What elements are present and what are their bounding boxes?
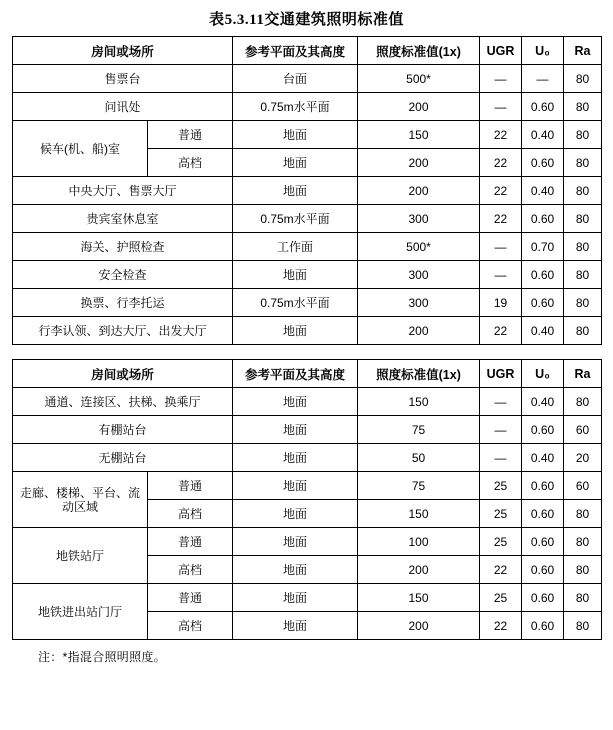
table-row (13, 388, 602, 416)
column-header-ugr: UGR (480, 360, 522, 388)
table-separator (12, 345, 601, 359)
column-header-ugr: UGR (480, 37, 522, 65)
table-row (13, 121, 602, 149)
cell-plane: 地面 (233, 177, 358, 205)
cell-lux: 200 (358, 556, 480, 584)
cell-ra: 80 (564, 233, 602, 261)
cell-ra: 80 (564, 500, 602, 528)
cell-lux: 500* (358, 65, 480, 93)
cell-room: 换票、行李托运 (13, 289, 233, 317)
cell-ugr: — (480, 416, 522, 444)
cell-lux: 150 (358, 584, 480, 612)
cell-ugr: — (480, 233, 522, 261)
cell-ra: 60 (564, 416, 602, 444)
cell-u0: 0.40 (522, 444, 564, 472)
cell-plane: 地面 (233, 149, 358, 177)
cell-lux: 100 (358, 528, 480, 556)
cell-ra: 80 (564, 93, 602, 121)
cell-u0: 0.60 (522, 93, 564, 121)
cell-u0: 0.60 (522, 205, 564, 233)
cell-plane: 地面 (233, 121, 358, 149)
column-header-u0: U₀ (522, 360, 564, 388)
cell-ugr: 25 (480, 584, 522, 612)
table-row (13, 233, 602, 261)
cell-plane: 工作面 (233, 233, 358, 261)
cell-ugr: 22 (480, 149, 522, 177)
cell-lux: 300 (358, 261, 480, 289)
cell-room: 有棚站台 (13, 416, 233, 444)
cell-u0: 0.60 (522, 612, 564, 640)
cell-room-sub: 普通 (148, 121, 233, 149)
cell-ugr: 22 (480, 205, 522, 233)
cell-ugr: — (480, 261, 522, 289)
cell-ra: 80 (564, 65, 602, 93)
table-row (13, 261, 602, 289)
cell-plane: 地面 (233, 584, 358, 612)
table-row (13, 177, 602, 205)
cell-room: 安全检查 (13, 261, 233, 289)
cell-plane: 地面 (233, 472, 358, 500)
cell-plane: 0.75m水平面 (233, 289, 358, 317)
cell-plane: 地面 (233, 317, 358, 345)
column-header-room: 房间或场所 (13, 37, 233, 65)
cell-room-sub: 普通 (148, 584, 233, 612)
column-header-lux: 照度标准值(1x) (358, 37, 480, 65)
cell-ugr: — (480, 388, 522, 416)
page-title: 表5.3.11交通建筑照明标准值 (209, 12, 404, 28)
cell-room-sub: 高档 (148, 500, 233, 528)
cell-lux: 500* (358, 233, 480, 261)
cell-room-sub: 高档 (148, 149, 233, 177)
lighting-standards-table-1 (12, 36, 602, 345)
cell-lux: 200 (358, 317, 480, 345)
cell-u0: 0.60 (522, 556, 564, 584)
column-header-u0: U₀ (522, 37, 564, 65)
cell-lux: 75 (358, 472, 480, 500)
cell-u0: 0.60 (522, 149, 564, 177)
table-row (13, 289, 602, 317)
cell-room: 地铁站厅 (13, 528, 148, 584)
cell-ra: 80 (564, 149, 602, 177)
cell-lux: 150 (358, 500, 480, 528)
cell-room: 售票台 (13, 65, 233, 93)
cell-ugr: 22 (480, 121, 522, 149)
cell-u0: 0.40 (522, 317, 564, 345)
cell-room: 候车(机、船)室 (13, 121, 148, 177)
column-header-room: 房间或场所 (13, 360, 233, 388)
cell-plane: 地面 (233, 261, 358, 289)
cell-ugr: 25 (480, 500, 522, 528)
cell-lux: 75 (358, 416, 480, 444)
cell-room: 问讯处 (13, 93, 233, 121)
cell-ra: 80 (564, 261, 602, 289)
cell-lux: 300 (358, 289, 480, 317)
table-row (13, 416, 602, 444)
cell-room-sub: 高档 (148, 612, 233, 640)
cell-u0: 0.60 (522, 289, 564, 317)
cell-room: 无棚站台 (13, 444, 233, 472)
cell-u0: 0.40 (522, 121, 564, 149)
column-header-lux: 照度标准值(1x) (358, 360, 480, 388)
cell-plane: 地面 (233, 388, 358, 416)
cell-u0: 0.60 (522, 472, 564, 500)
cell-plane: 地面 (233, 556, 358, 584)
cell-u0: 0.60 (522, 416, 564, 444)
cell-lux: 200 (358, 149, 480, 177)
cell-room: 海关、护照检查 (13, 233, 233, 261)
column-header-plane: 参考平面及其高度 (233, 37, 358, 65)
column-header-ra: Ra (564, 37, 602, 65)
cell-ra: 80 (564, 177, 602, 205)
cell-room: 中央大厅、售票大厅 (13, 177, 233, 205)
table-note: 注：*指混合照明照度。 (38, 650, 166, 664)
cell-ugr: 22 (480, 612, 522, 640)
cell-ra: 20 (564, 444, 602, 472)
cell-u0: 0.60 (522, 261, 564, 289)
cell-u0: — (522, 65, 564, 93)
cell-u0: 0.40 (522, 177, 564, 205)
cell-ra: 80 (564, 584, 602, 612)
cell-plane: 0.75m水平面 (233, 93, 358, 121)
cell-plane: 地面 (233, 416, 358, 444)
cell-ugr: 25 (480, 528, 522, 556)
cell-room: 地铁进出站门厅 (13, 584, 148, 640)
cell-lux: 200 (358, 612, 480, 640)
table-row (13, 528, 602, 556)
table-row (13, 93, 602, 121)
cell-lux: 150 (358, 388, 480, 416)
cell-room: 通道、连接区、扶梯、换乘厅 (13, 388, 233, 416)
table-row (13, 65, 602, 93)
cell-lux: 200 (358, 177, 480, 205)
cell-plane: 0.75m水平面 (233, 205, 358, 233)
table-row (13, 205, 602, 233)
cell-room: 走廊、楼梯、平台、流动区域 (13, 472, 148, 528)
cell-lux: 150 (358, 121, 480, 149)
table-row (13, 584, 602, 612)
table-row (13, 317, 602, 345)
column-header-plane: 参考平面及其高度 (233, 360, 358, 388)
cell-ugr: 19 (480, 289, 522, 317)
cell-u0: 0.40 (522, 388, 564, 416)
cell-ra: 80 (564, 388, 602, 416)
table-row (13, 444, 602, 472)
cell-ra: 60 (564, 472, 602, 500)
table-header-row (13, 360, 602, 388)
cell-room-sub: 普通 (148, 528, 233, 556)
cell-u0: 0.60 (522, 500, 564, 528)
cell-ra: 80 (564, 317, 602, 345)
cell-u0: 0.60 (522, 528, 564, 556)
cell-plane: 地面 (233, 444, 358, 472)
cell-ra: 80 (564, 289, 602, 317)
cell-ugr: 22 (480, 556, 522, 584)
table-row (13, 472, 602, 500)
cell-ra: 80 (564, 612, 602, 640)
cell-lux: 50 (358, 444, 480, 472)
cell-room-sub: 高档 (148, 556, 233, 584)
cell-room-sub: 普通 (148, 472, 233, 500)
cell-ra: 80 (564, 121, 602, 149)
table-header-row (13, 37, 602, 65)
cell-ugr: 22 (480, 317, 522, 345)
cell-room: 行李认领、到达大厅、出发大厅 (13, 317, 233, 345)
cell-ugr: 22 (480, 177, 522, 205)
cell-ra: 80 (564, 528, 602, 556)
cell-u0: 0.70 (522, 233, 564, 261)
cell-plane: 台面 (233, 65, 358, 93)
column-header-ra: Ra (564, 360, 602, 388)
cell-ugr: — (480, 93, 522, 121)
cell-room: 贵宾室休息室 (13, 205, 233, 233)
cell-u0: 0.60 (522, 584, 564, 612)
cell-ra: 80 (564, 205, 602, 233)
cell-plane: 地面 (233, 528, 358, 556)
cell-plane: 地面 (233, 612, 358, 640)
cell-lux: 300 (358, 205, 480, 233)
cell-ra: 80 (564, 556, 602, 584)
cell-plane: 地面 (233, 500, 358, 528)
cell-ugr: 25 (480, 472, 522, 500)
cell-ugr: — (480, 65, 522, 93)
cell-ugr: — (480, 444, 522, 472)
lighting-standards-table-2 (12, 359, 602, 640)
cell-lux: 200 (358, 93, 480, 121)
